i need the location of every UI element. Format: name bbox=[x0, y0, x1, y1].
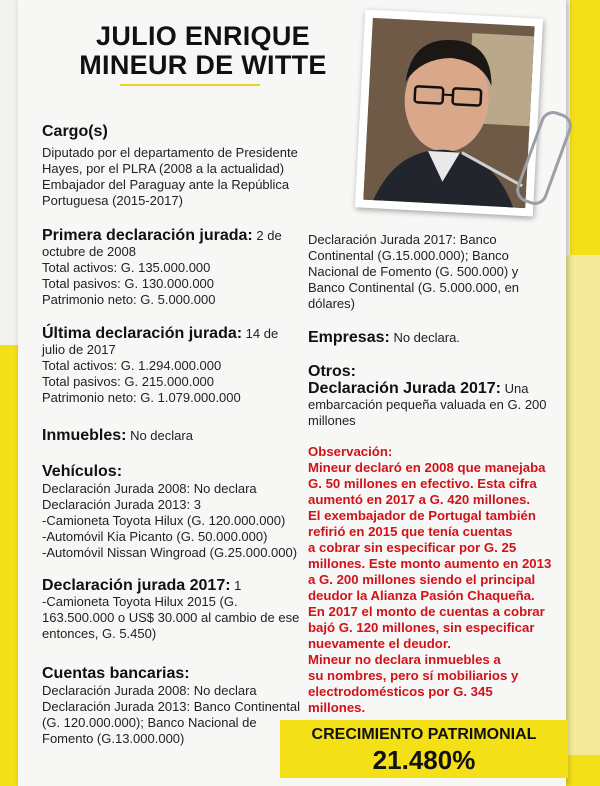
observacion-line: su nombres, pero sí mobiliarios y bbox=[308, 668, 519, 683]
cuentas-2017-line: Continental (G.15.000.000); Banco bbox=[308, 248, 509, 263]
empresas-section bbox=[308, 330, 548, 346]
dj2017-count: 1 bbox=[230, 578, 242, 593]
ultima-date-a: 14 de bbox=[242, 326, 279, 341]
cuentas-line: Fomento (G.13.000.000) bbox=[42, 731, 185, 746]
otros-sub-value: Una bbox=[501, 381, 529, 396]
primera-date-b: octubre de 2008 bbox=[42, 244, 136, 259]
primera-heading: Primera declaración jurada: bbox=[42, 227, 253, 244]
observacion-line: a cobrar sin especificar por G. 25 bbox=[308, 540, 517, 555]
primera-date-a: 2 de bbox=[252, 228, 282, 243]
inmuebles-section bbox=[42, 428, 302, 444]
observacion-line: a G. 200 millones siendo el principal bbox=[308, 572, 536, 587]
observacion-line: Observación: bbox=[308, 444, 393, 459]
dj2017-line: 163.500.000 o US$ 30.000 al cambio de ese bbox=[42, 610, 300, 625]
ultima-line: Total activos: G. 1.294.000.000 bbox=[42, 358, 222, 373]
dj2017-section bbox=[42, 578, 304, 642]
ultima-line: Patrimonio neto: G. 1.079.000.000 bbox=[42, 390, 241, 405]
cargo-line: Embajador del Paraguay ante la República bbox=[42, 177, 290, 192]
title-underline bbox=[120, 84, 260, 86]
portrait-illustration bbox=[363, 18, 534, 208]
growth-value: 21.480% bbox=[372, 745, 476, 775]
otros-line: embarcación pequeña valuada en G. 200 bbox=[308, 397, 547, 412]
cuentas-line: Declaración Jurada 2008: No declara bbox=[42, 683, 257, 698]
growth-box bbox=[280, 720, 568, 778]
observacion-line: El exembajador de Portugal también bbox=[308, 508, 536, 523]
primera-section bbox=[42, 228, 302, 308]
observacion-line: nuevamente el deudor. bbox=[308, 636, 451, 651]
observacion-line: refirió en 2015 que tenía cuentas bbox=[308, 524, 513, 539]
cuentas-heading: Cuentas bancarias: bbox=[42, 665, 190, 682]
dj2017-heading: Declaración jurada 2017: bbox=[42, 577, 231, 594]
cargo-line: Portuguesa (2015-2017) bbox=[42, 193, 183, 208]
title-line-1: JULIO ENRIQUE bbox=[96, 21, 310, 51]
cuentas-section bbox=[42, 664, 304, 747]
ultima-line: Total pasivos: G. 215.000.000 bbox=[42, 374, 215, 389]
growth-label: CRECIMIENTO PATRIMONIAL bbox=[311, 726, 537, 743]
vehiculos-line: -Automóvil Nissan Wingroad (G.25.000.000) bbox=[42, 545, 298, 560]
title-line-2: MINEUR DE WITTE bbox=[79, 50, 327, 80]
otros-line: millones bbox=[308, 413, 356, 428]
cuentas-line: Declaración Jurada 2013: Banco Continental bbox=[42, 699, 301, 714]
empresas-heading: Empresas: bbox=[308, 329, 390, 346]
folder-top-edge bbox=[570, 0, 600, 260]
primera-line: Total pasivos: G. 130.000.000 bbox=[42, 276, 215, 291]
inmuebles-heading: Inmuebles: bbox=[42, 427, 127, 444]
dj2017-line: entonces, G. 5.450) bbox=[42, 626, 157, 641]
cuentas-2017-section bbox=[308, 232, 548, 312]
vehiculos-line: Declaración Jurada 2008: No declara bbox=[42, 481, 257, 496]
ultima-section bbox=[42, 326, 302, 406]
observacion-line: electrodomésticos por G. 345 millones. bbox=[308, 684, 493, 715]
vehiculos-line: Declaración Jurada 2013: 3 bbox=[42, 497, 201, 512]
observacion-line: En 2017 el monto de cuentas a cobrar bbox=[308, 604, 545, 619]
primera-line: Patrimonio neto: G. 5.000.000 bbox=[42, 292, 216, 307]
primera-line: Total activos: G. 135.000.000 bbox=[42, 260, 211, 275]
cuentas-2017-line: Nacional de Fomento (G. 500.000) y bbox=[308, 264, 519, 279]
otros-heading: Otros: bbox=[308, 363, 356, 380]
observacion-line: millones. Este monto aumento en 2013 bbox=[308, 556, 552, 571]
observacion-line: bajó G. 120 millones, sin especificar bbox=[308, 620, 535, 635]
vehiculos-heading: Vehículos: bbox=[42, 463, 123, 480]
cuentas-2017-line: dólares) bbox=[308, 296, 355, 311]
observacion-line: deudor la Alianza Pasión Chaqueña. bbox=[308, 588, 535, 603]
vehiculos-section bbox=[42, 462, 304, 561]
portrait-photo bbox=[363, 18, 534, 208]
cargo-heading: Cargo(s) bbox=[42, 123, 108, 140]
empresas-value: No declara. bbox=[389, 330, 460, 345]
cargo-line: Hayes, por el PLRA (2008 a la actualidad) bbox=[42, 161, 285, 176]
ultima-heading: Última declaración jurada: bbox=[42, 325, 243, 342]
vehiculos-line: -Automóvil Kia Picanto (G. 50.000.000) bbox=[42, 529, 268, 544]
inmuebles-value: No declara bbox=[126, 428, 193, 443]
observacion-line: Mineur no declara inmuebles a bbox=[308, 652, 501, 667]
ultima-date-b: julio de 2017 bbox=[42, 342, 116, 357]
observacion-section bbox=[308, 444, 552, 716]
observacion-line: aumentó en 2017 a G. 420 millones. bbox=[308, 492, 531, 507]
dj2017-line: -Camioneta Toyota Hilux 2015 (G. bbox=[42, 594, 238, 609]
vehiculos-line: -Camioneta Toyota Hilux (G. 120.000.000) bbox=[42, 513, 286, 528]
cuentas-2017-line: Declaración Jurada 2017: Banco bbox=[308, 232, 497, 247]
cuentas-line: (G. 120.000.000); Banco Nacional de bbox=[42, 715, 257, 730]
portrait-frame bbox=[355, 9, 543, 216]
page-title bbox=[38, 22, 368, 80]
otros-sub-heading: Declaración Jurada 2017: bbox=[308, 380, 501, 397]
cargo-line: Diputado por el departamento de Presidente bbox=[42, 145, 298, 160]
observacion-line: G. 50 millones en efectivo. Esta cifra bbox=[308, 476, 537, 491]
cuentas-2017-line: Banco Continental (G. 5.000.000, en bbox=[308, 280, 520, 295]
cargo-section bbox=[42, 122, 302, 209]
observacion-line: Mineur declaró en 2008 que manejaba bbox=[308, 460, 546, 475]
otros-section bbox=[308, 362, 548, 429]
